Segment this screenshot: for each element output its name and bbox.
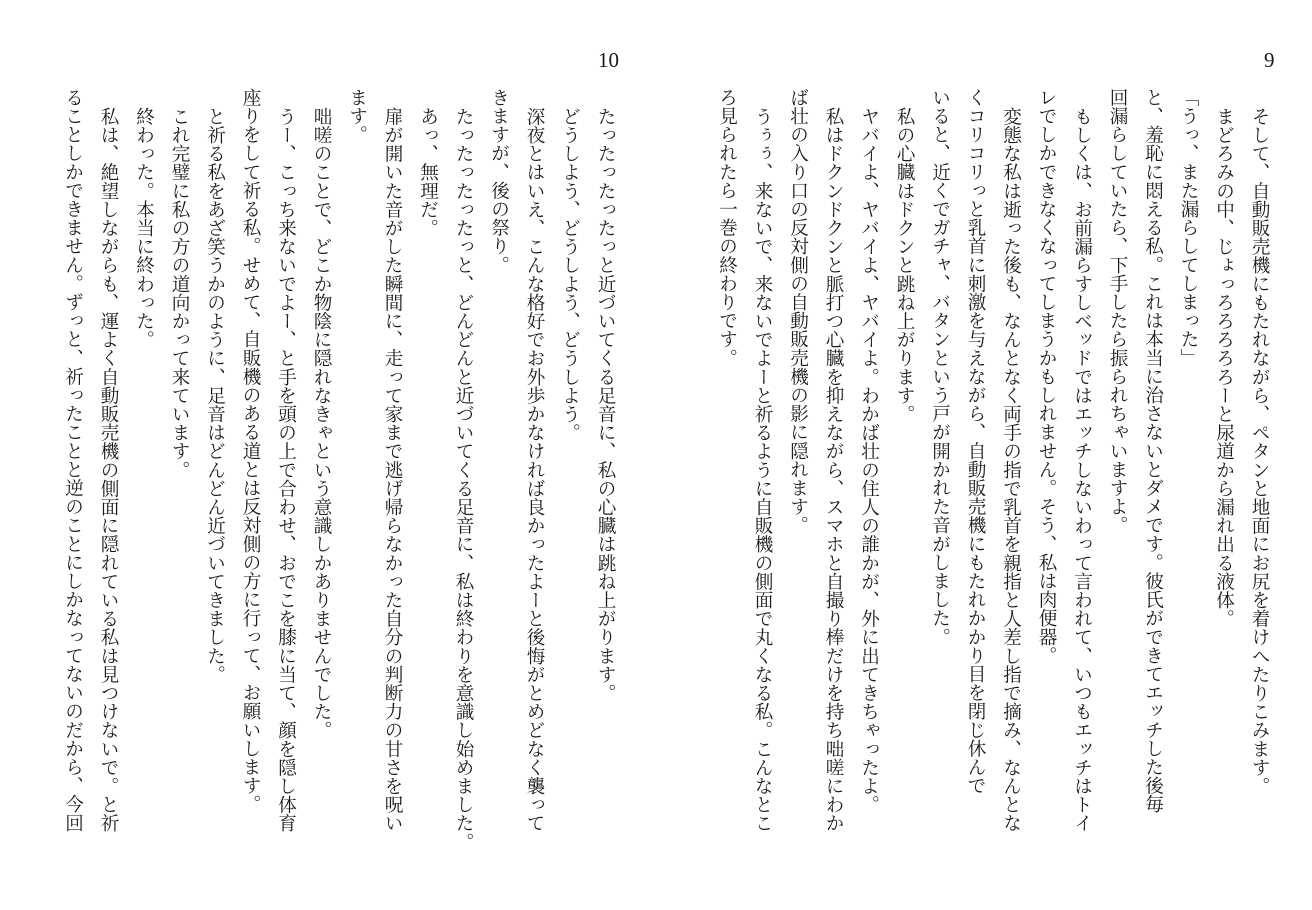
text-column: 変態な私は逝った後も、なんとなく両手の指で乳首を親指と人差し指で摘み、なんとな bbox=[1000, 106, 1022, 832]
text-column: いると、近くでガチャ、バタンという戸が開かれた音がしました。 bbox=[929, 88, 951, 646]
text-column: 回漏らしていたら、下手したら振られちゃいますよ。 bbox=[1107, 88, 1128, 535]
text-column: 終わった。本当に終わった。 bbox=[133, 106, 155, 349]
text-column: ます。 bbox=[346, 88, 368, 144]
vertical-text-body bbox=[55, 88, 623, 851]
text-column: うー、こっち来ないでよー、と手を頭の上で合わせ、おでこを膝に当て、顔を隠し体育 bbox=[275, 106, 297, 832]
page-number: 9 bbox=[1264, 48, 1275, 72]
text-column: レでしかできなくなってしまうかもしれません。そう、私は肉便器。 bbox=[1036, 88, 1057, 665]
text-column: 私は、絶望しながらも、運よく自動販売機の側面に隠れている私は見つけないで。と祈 bbox=[98, 106, 119, 832]
text-column: 座りをして祈る私。せめて、自販機のある道とは反対側の方に行って、お願いします。 bbox=[240, 88, 261, 814]
text-column: たったったったっと、どんどんと近づいてくる足音に、私は終わりを意識し始めました。 bbox=[453, 106, 474, 851]
text-column: そして、自動販売機にもたれながら、ペタンと地面にお尻を着けへたりこみます。 bbox=[1249, 106, 1270, 795]
page-number: 10 bbox=[598, 48, 619, 72]
text-column: 咄嗟のことで、どこか物陰に隠れなきゃという意識しかありませんでした。 bbox=[311, 106, 332, 739]
text-column: もしくは、お前漏らすしベッドではエッチしないわって言われて、いつもエッチはトイ bbox=[1071, 106, 1093, 832]
text-column: と祈る私をあざ笑うかのように、足音はどんどん近づいてきました。 bbox=[204, 106, 226, 684]
text-column: うぅぅ、来ないで、来ないでよーと祈るように自販機の側面で丸くなる私。こんなとこ bbox=[752, 106, 773, 832]
text-column: ば壮の入り口の反対側の自動販売機の影に隠れます。 bbox=[787, 88, 809, 535]
text-column: まどろみの中、じょっろろろろろーと尿道から漏れ出る液体。 bbox=[1213, 106, 1235, 628]
text-column: 「うっ、また漏らしてしまった」 bbox=[1178, 88, 1199, 367]
text-column: どうしよう、どうしよう、どうしよう。 bbox=[559, 106, 581, 442]
text-column: 深夜とはいえ、こんな格好でお外歩かなければ良かったよーと後悔がとめどなく襲って bbox=[524, 106, 545, 832]
text-column: きますが、後の祭り。 bbox=[488, 88, 510, 274]
text-column: ることしかできません。ずっと、祈ったことと逆のことにしかなってないのだから、今回 bbox=[62, 88, 84, 832]
text-column: ヤバイよ、ヤバイよ、ヤバイよ。わかば壮の住人の誰かが、外に出てきちゃったよ。 bbox=[858, 106, 880, 814]
text-column: と、羞恥に悶える私。これは本当に治さないとダメです。彼氏ができてエッチした後毎 bbox=[1142, 88, 1164, 814]
text-column: あっ、無理だ。 bbox=[417, 106, 439, 237]
text-column: 私の心臓はドクンと跳ね上がります。 bbox=[894, 106, 915, 423]
vertical-text-body bbox=[709, 88, 1277, 848]
text-column: たったったったっと近づいてくる足音に、私の心臓は跳ね上がります。 bbox=[595, 106, 616, 702]
text-column: 扉が開いた音がした瞬間に、走って家まで逃げ帰らなかった自分の判断力の甘さを呪い bbox=[382, 106, 403, 832]
text-column: 私はドクンドクンと脈打つ心臓を抑えながら、スマホと自撮り棒だけを持ち咄嗟にわか bbox=[823, 106, 844, 832]
text-column: くコリコリっと乳首に刺激を与えながら、自動販売機にもたれかかり目を閉じ休んで bbox=[965, 88, 986, 795]
text-column: ろ見られたら一巻の終わりです。 bbox=[716, 88, 738, 367]
right-page bbox=[656, 0, 1312, 910]
text-column: これ完璧に私の方の道向かって来ています。 bbox=[169, 106, 190, 479]
